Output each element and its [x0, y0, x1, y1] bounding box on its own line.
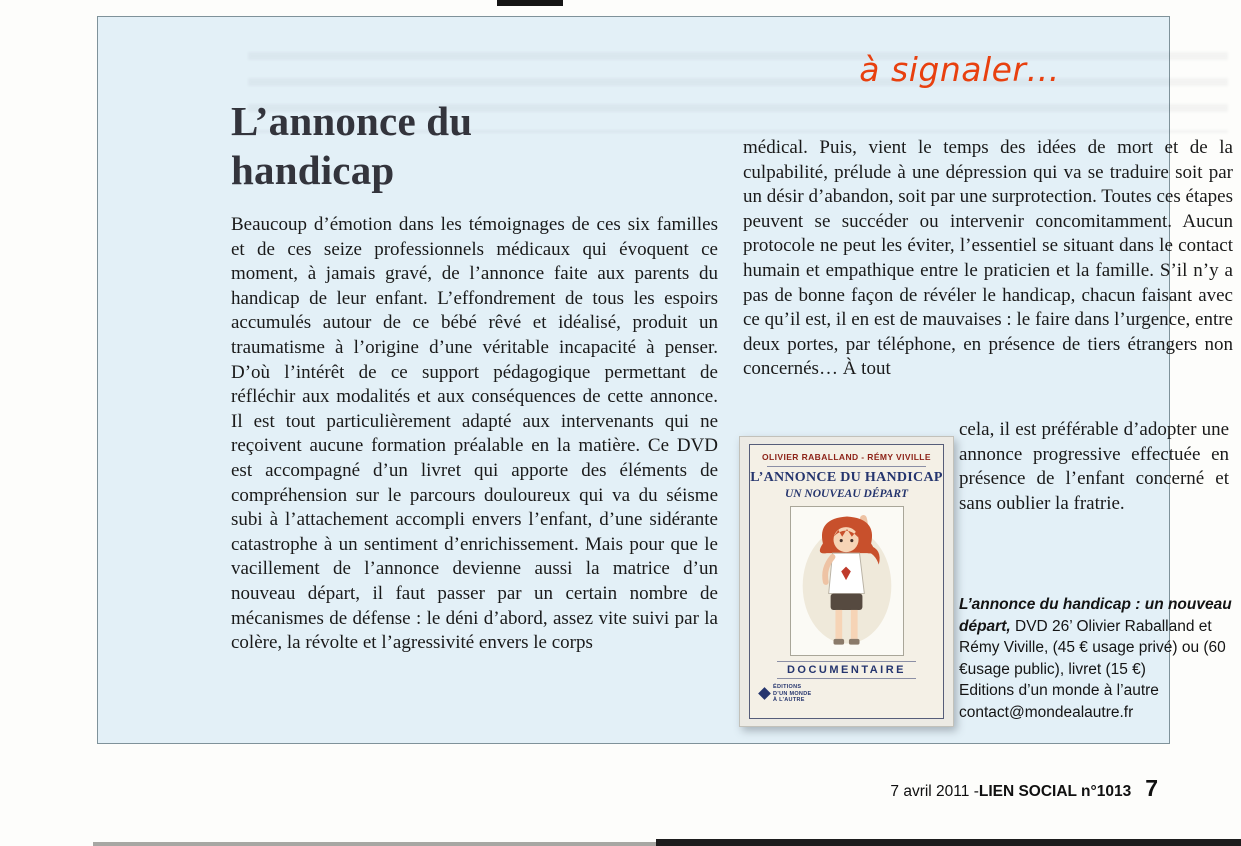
dvd-authors: OLIVIER RABALLAND - RÉMY VIVILLE: [762, 452, 931, 462]
footer-date: 7 avril 2011 -: [890, 783, 979, 800]
footer-journal-issue: LIEN SOCIAL n°1013: [978, 783, 1132, 800]
caption-publisher: Editions d’un monde à l’autre: [959, 682, 1159, 699]
article-column-left: Beaucoup d’émotion dans les témoignages de ces six familles et de ces seize professionnels médicaux qui évoquent ce moment, à jamais gravé, de l’annonce faite aux parents du handicap de leur enfant. L’effondrement de tous les espoirs accumulés autour de ce bébé rêvé et idéalisé, produit un traumatisme à l’origine d’une véritable incapacité à penser. D’où l’intérêt de ce support pédagogique permettant de réfléchir aux modalités et aux conséquences de cette annonce. Il est tout particulièrement adapté aux intervenants qui ne reçoivent aucune formation préalable en la matière. Ce DVD est accompagné d’un livret qui apporte des éléments de compréhension sur le parcours douloureux qui va du séisme subi à l’attachement accompli envers l’enfant, d’une sidérante catastrophe à un sentiment d’enrichissement. Mais pour que le vacillement de l’annonce devienne aussi la matrice d’un nouveau départ, il faut passer par un certain nombre de mécanismes de défense : le déni d’abord, assez vite suivi par la colère, la révolte et l’agressivité envers le corps: [231, 214, 718, 654]
article-column-right-wrap: cela, il est préférable d’adopter une annonce progressive effectuée en présence de l’enfant concerné et sans oublier la fratrie.: [959, 419, 1229, 514]
article-title: L’annonce du handicap: [231, 98, 473, 193]
footer-page-number: 7: [1145, 775, 1158, 801]
dvd-illustration-frame: [790, 506, 904, 656]
publisher-name-lines: [773, 684, 811, 704]
dvd-genre: DOCUMENTAIRE: [777, 661, 916, 679]
dvd-title: L’ANNONCE DU HANDICAP: [750, 470, 943, 485]
dvd-cover: [749, 444, 944, 719]
scan-edge-artifact-bottom-dark: [656, 839, 1241, 846]
dvd-caption: [959, 594, 1232, 723]
article-panel: [97, 16, 1233, 744]
page-footer: [0, 775, 1158, 802]
publisher-logo-icon: [758, 687, 771, 700]
caption-details: DVD 26’ Olivier Raballand et Rémy Viville, (45 € usage privé) ou (60 €usage public), livret (15 €): [959, 617, 1226, 678]
caption-title: L’annonce du handicap : un nouveau départ,: [959, 596, 1232, 635]
publisher-line: À L’AUTRE: [773, 697, 805, 703]
scan-edge-artifact-top: [497, 0, 563, 6]
article-column-right: médical. Puis, vient le temps des idées de mort et de la culpabilité, prélude à une dépression qui va se traduire soit par un désir d’abandon, soit par une surprotection. Toutes ces étapes peuvent se succéder ou intervenir concomitamment. Aucun protocole ne peut les éviter, l’essentiel se situant dans le contact humain et empathique entre le praticien et la famille. S’il n’y a pas de bonne façon de révéler le handicap, chacun faisant avec ce qu’il est, il en est de mauvaises : le faire dans l’urgence, entre deux portes, par téléphone, en présence de tiers étrangers non concernés… À tout: [743, 137, 1233, 380]
dvd-illustration-girl-icon: [794, 509, 900, 655]
dvd-cover-photo: [739, 436, 954, 727]
dvd-publisher-logo: [760, 684, 811, 704]
section-header: à signaler…: [859, 50, 1060, 89]
dvd-rule-divider: [767, 466, 925, 467]
publisher-line: ÉDITIONS: [773, 684, 802, 690]
publisher-line: D’UN MONDE: [773, 690, 812, 697]
caption-contact-email: contact@mondealautre.fr: [959, 703, 1134, 721]
scan-edge-artifact-bottom-gray: [93, 842, 656, 846]
caption-paragraph: [959, 594, 1232, 680]
dvd-subtitle: UN NOUVEAU DÉPART: [784, 488, 909, 500]
